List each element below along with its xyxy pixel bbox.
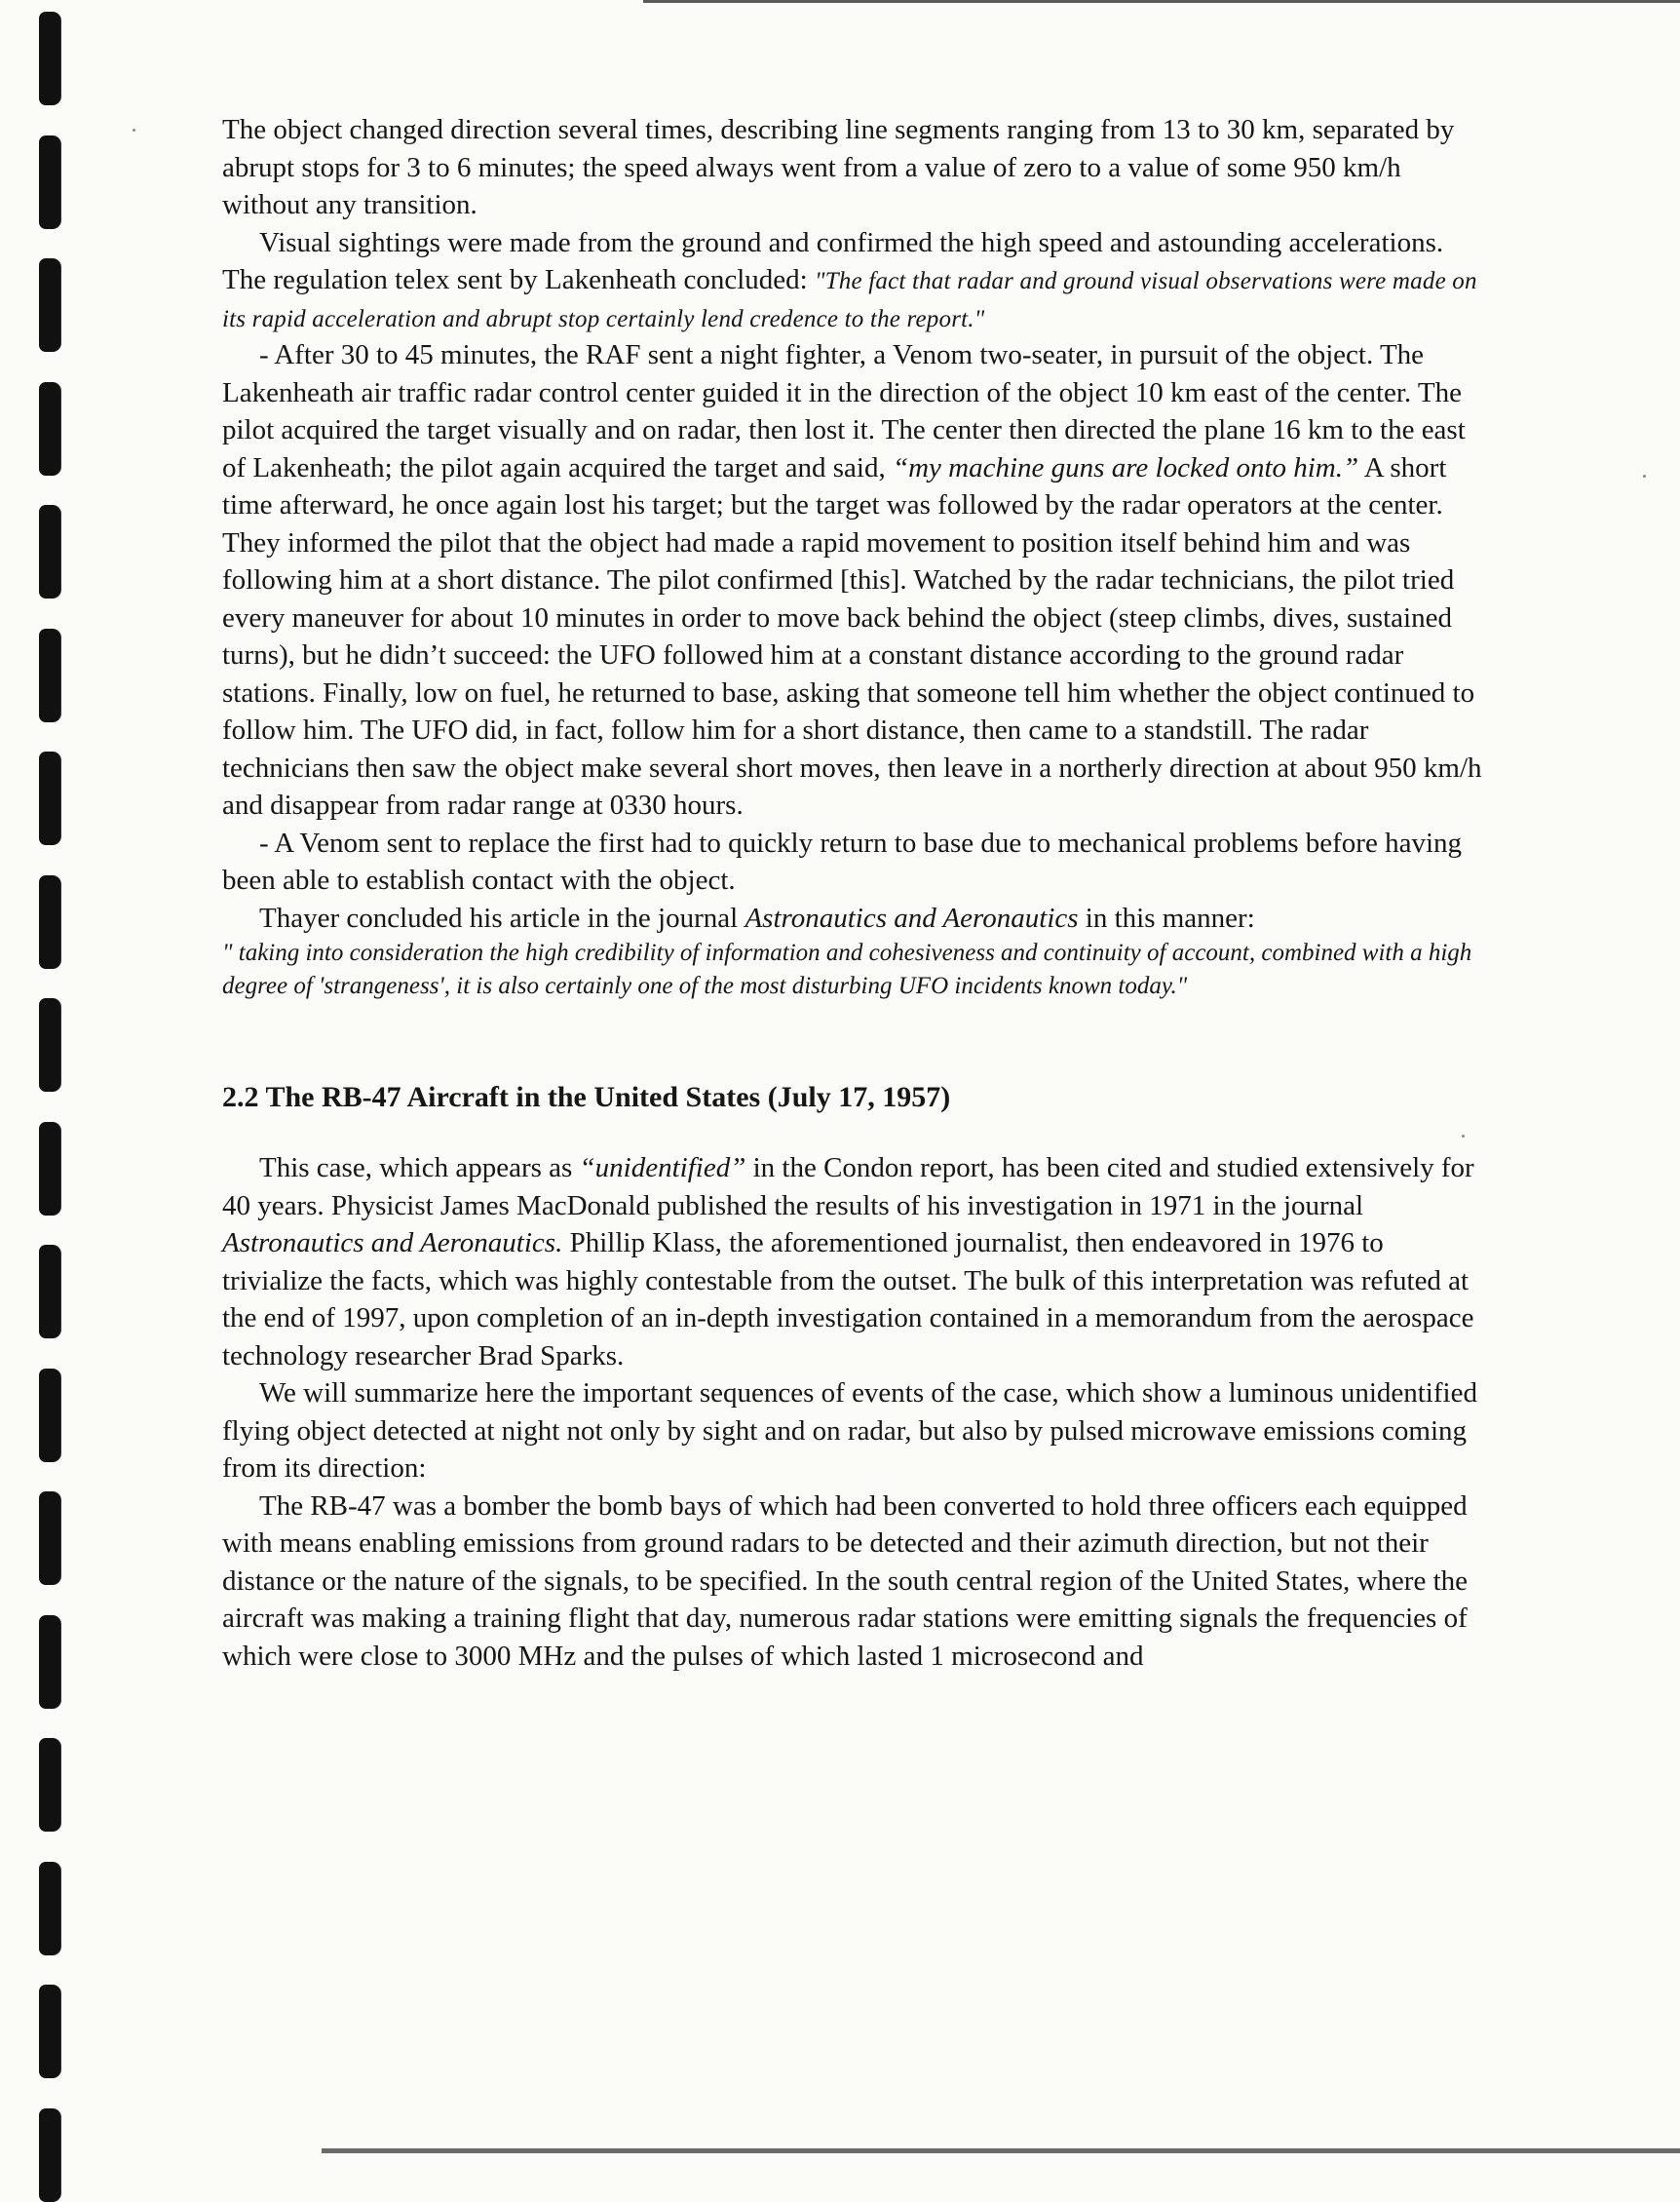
binding-hole bbox=[39, 1491, 60, 1585]
binding-hole bbox=[39, 382, 60, 476]
section-heading: 2.2 The RB-47 Aircraft in the United States (July 17, 1957) bbox=[222, 1081, 951, 1113]
paragraph-text: We will summarize here the important sequences of events of the case, which show a luminous unidentified flying object detected at night not only by sight and on radar, but also by pulsed microwave emissions coming from its direction: bbox=[222, 1377, 1477, 1484]
binding-hole bbox=[39, 1122, 60, 1216]
paragraph-condon-report bbox=[222, 1149, 1489, 1374]
paragraph-visual-sightings bbox=[222, 224, 1489, 337]
paragraph-text: - After 30 to 45 minutes, the RAF sent a night fighter, a Venom two-seater, in pursuit of the object. The Lakenheath air traffic radar control center guided it in the direction of the object 10 km east of the center. The pilot acquired the target visually and on radar, then lost it. The center then directed the plane 16 km to the east of Lakenheath; the pilot again acquired the target and said, bbox=[222, 339, 1466, 483]
journal-title: Astronautics and Aeronautics bbox=[745, 902, 1079, 934]
binding-hole bbox=[39, 1738, 60, 1832]
scan-speck bbox=[1643, 475, 1646, 478]
top-edge-rule bbox=[643, 0, 1680, 3]
binding-hole bbox=[39, 998, 60, 1092]
paragraph-venom-pursuit bbox=[222, 336, 1489, 825]
scan-speck bbox=[133, 129, 135, 132]
thayer-quote: " taking into consideration the high credibility of information and cohesiveness and continuity of account, combined with a high degree of 'strangeness', it is also certainly one of the most disturbing UFO incidents known today." bbox=[222, 940, 1472, 999]
binding-hole bbox=[39, 135, 60, 229]
binding-hole bbox=[39, 1985, 60, 2078]
paragraph-text: This case, which appears as bbox=[259, 1152, 580, 1183]
paragraph-second-venom bbox=[222, 825, 1489, 900]
telex-quote: "The fact that radar and ground visual observations were made on its rapid acceleration and abrupt stop certainly lend credence to the report." bbox=[222, 268, 1477, 332]
paragraph-thayer-conclusion bbox=[222, 900, 1489, 938]
paragraph-text: - A Venom sent to replace the first had to quickly return to base due to mechanical problems before having been able to establish contact with the object. bbox=[222, 827, 1463, 896]
paragraph-rb47-description bbox=[222, 1487, 1489, 1676]
binding-hole bbox=[39, 1245, 60, 1338]
paragraph-summary bbox=[222, 1374, 1489, 1487]
paragraph-text: The RB-47 was a bomber the bomb bays of which had been converted to hold three officers each equipped with means enabling emissions from ground radars to be detected and their azimuth direction, but not their distance or the nature of the signals, to be specified. In the south central region of the United States, where the aircraft was making a training flight that day, numerous radar stations were emitting signals the frequencies of which were close to 3000 MHz and the pulses of which lasted 1 microsecond and bbox=[222, 1489, 1469, 1672]
paragraph-text: The object changed direction several times, describing line segments ranging from 13 to 30 km, separated by abrupt stops for 3 to 6 minutes; the speed always went from a value of zero to a value of some 950 km/h without any transition. bbox=[222, 114, 1455, 220]
binding-hole bbox=[39, 629, 60, 722]
binding-hole bbox=[39, 12, 60, 105]
paragraph-text: Thayer concluded his article in the journal bbox=[259, 902, 745, 934]
binding-hole bbox=[39, 505, 60, 599]
binding-hole bbox=[39, 1615, 60, 1709]
binding-hole bbox=[39, 2108, 60, 2202]
document-body bbox=[222, 111, 1489, 1675]
binding-hole bbox=[39, 875, 60, 969]
unidentified-term: “unidentified” bbox=[579, 1152, 746, 1183]
binding-hole bbox=[39, 258, 60, 352]
paragraph-direction-changes bbox=[222, 111, 1489, 224]
binding-hole bbox=[39, 1862, 60, 1955]
paragraph-text: in this manner: bbox=[1078, 902, 1255, 934]
paragraph-text: A short time afterward, he once again lost his target; but the target was followed by the radar operators at the center. They informed the pilot that the object had made a rapid movement to position itself behind him and was following him at a short distance. The pilot confirmed [this]. Watched by the radar technicians, the pilot tried every maneuver for about 10 minutes in order to move back behind the object (steep climbs, dives, sustained turns), but he didn’t succeed: the UFO followed him at a constant distance according to the ground radar stations. Finally, low on fuel, he returned to base, asking that someone tell him whether the object continued to follow him. The UFO did, in fact, follow him for a short distance, then came to a standstill. The radar technicians then saw the object make several short moves, then leave in a northerly direction at about 950 km/h and disappear from radar range at 0330 hours. bbox=[222, 451, 1482, 821]
journal-title: Astronautics and Aeronautics. bbox=[222, 1227, 563, 1258]
pilot-quote: “my machine guns are locked onto him.” bbox=[892, 451, 1359, 483]
binding-hole bbox=[39, 752, 60, 845]
bottom-edge-rule bbox=[322, 2148, 1680, 2153]
paragraph-text: Visual sightings were made from the ground and confirmed the high speed and astounding accelerations. The regulation telex sent by Lakenheath concluded: bbox=[222, 226, 1444, 295]
binding-hole bbox=[39, 1369, 60, 1462]
paragraph-text: in the Condon report, has been cited and studied extensively for 40 years. Physicist James MacDonald published the results of his investigation in 1971 in the journal bbox=[222, 1152, 1474, 1221]
paragraph-text: Phillip Klass, the aforementioned journalist, then endeavored in 1976 to trivialize the facts, which was highly contestable from the outset. The bulk of this interpretation was refuted at the end of 1997, upon completion of an in-depth investigation contained in a memorandum from the aerospace technology researcher Brad Sparks. bbox=[222, 1227, 1474, 1371]
